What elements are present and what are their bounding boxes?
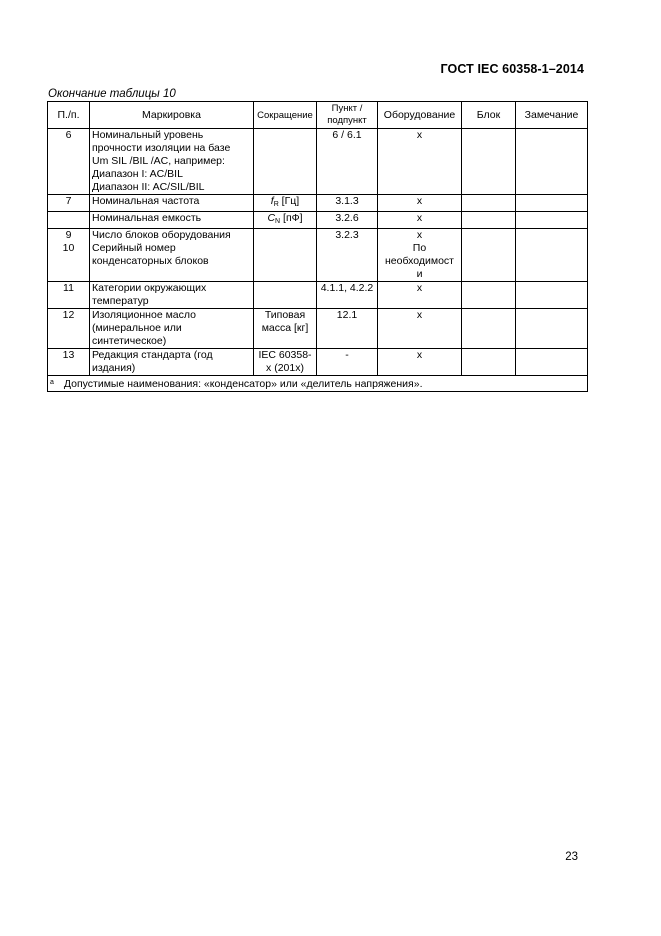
row-equipment: x По необходимост и (378, 229, 462, 282)
footnote-text: Допустимые наименования: «конденсатор» или «делитель напряжения». (63, 378, 423, 390)
row-number (48, 212, 90, 229)
row-marking: Категории окружающих температур (90, 282, 254, 309)
row-marking: Число блоков оборудования Серийный номер конденсаторных блоков (90, 229, 254, 282)
row-remark (516, 349, 588, 376)
row-unit (462, 309, 516, 349)
row-abbreviation (254, 195, 317, 212)
row-number: 6 (48, 129, 90, 195)
row-remark (516, 212, 588, 229)
row-number: 9 10 (48, 229, 90, 282)
table-row (48, 282, 588, 309)
document-code: ГОСТ IEC 60358-1–2014 (440, 62, 584, 76)
abbr-symbol: C (267, 212, 276, 224)
abbr-unit: [пФ] (280, 212, 303, 224)
table-row (48, 212, 588, 229)
row-abbreviation (254, 229, 317, 282)
row-abbreviation (254, 282, 317, 309)
abbr-unit: [Гц] (278, 195, 300, 207)
table-caption: Окончание таблицы 10 (48, 88, 176, 100)
abbr-symbol: f (270, 195, 274, 207)
row-number: 12 (48, 309, 90, 349)
row-equipment: x (378, 309, 462, 349)
marking-table (47, 101, 588, 392)
footnote-mark: a (50, 379, 54, 386)
row-unit (462, 195, 516, 212)
column-header-remark: Замечание (516, 102, 588, 129)
row-remark (516, 195, 588, 212)
column-header-equipment: Оборудование (378, 102, 462, 129)
column-header-num: П./п. (48, 102, 90, 129)
page-number: 23 (565, 851, 578, 863)
row-clause: 12.1 (317, 309, 378, 349)
row-marking: Номинальная частота (90, 195, 254, 212)
row-number: 7 (48, 195, 90, 212)
table-row (48, 309, 588, 349)
row-marking: Редакция стандарта (год издания) (90, 349, 254, 376)
row-remark (516, 129, 588, 195)
row-equipment: x (378, 129, 462, 195)
abbr-subscript: N (275, 218, 281, 225)
row-abbreviation (254, 129, 317, 195)
row-number: 11 (48, 282, 90, 309)
row-unit (462, 212, 516, 229)
row-unit (462, 349, 516, 376)
table-row (48, 129, 588, 195)
row-clause: - (317, 349, 378, 376)
abbr-subscript: R (273, 201, 279, 208)
row-equipment: x (378, 349, 462, 376)
row-clause: 3.2.6 (317, 212, 378, 229)
row-unit (462, 229, 516, 282)
footnote-row (48, 376, 588, 392)
table-footnote (48, 376, 588, 392)
column-header-abbreviation: Сокращение (254, 102, 317, 129)
row-remark (516, 282, 588, 309)
row-unit (462, 129, 516, 195)
row-abbreviation: IEC 60358- x (201x) (254, 349, 317, 376)
row-equipment: x (378, 282, 462, 309)
table-body (48, 129, 588, 376)
table-row (48, 229, 588, 282)
column-header-marking: Маркировка (90, 102, 254, 129)
row-clause: 3.1.3 (317, 195, 378, 212)
table-row (48, 195, 588, 212)
row-clause: 6 / 6.1 (317, 129, 378, 195)
row-equipment: x (378, 195, 462, 212)
row-remark (516, 309, 588, 349)
row-clause: 3.2.3 (317, 229, 378, 282)
row-remark (516, 229, 588, 282)
row-abbreviation: Типовая масса [кг] (254, 309, 317, 349)
table-row (48, 349, 588, 376)
row-marking: Номинальная емкость (90, 212, 254, 229)
row-equipment: x (378, 212, 462, 229)
row-unit (462, 282, 516, 309)
column-header-unit: Блок (462, 102, 516, 129)
row-abbreviation (254, 212, 317, 229)
column-header-clause: Пункт / подпункт (317, 102, 378, 129)
row-marking: Номинальный уровень прочности изоляции на базе Um SIL /BIL /AC, например: Диапазон I: AC/BIL Диапазон II: AC/SIL/BIL (90, 129, 254, 195)
table-header-row (48, 102, 588, 129)
row-clause: 4.1.1, 4.2.2 (317, 282, 378, 309)
row-marking: Изоляционное масло (минеральное или синтетическое) (90, 309, 254, 349)
row-number: 13 (48, 349, 90, 376)
